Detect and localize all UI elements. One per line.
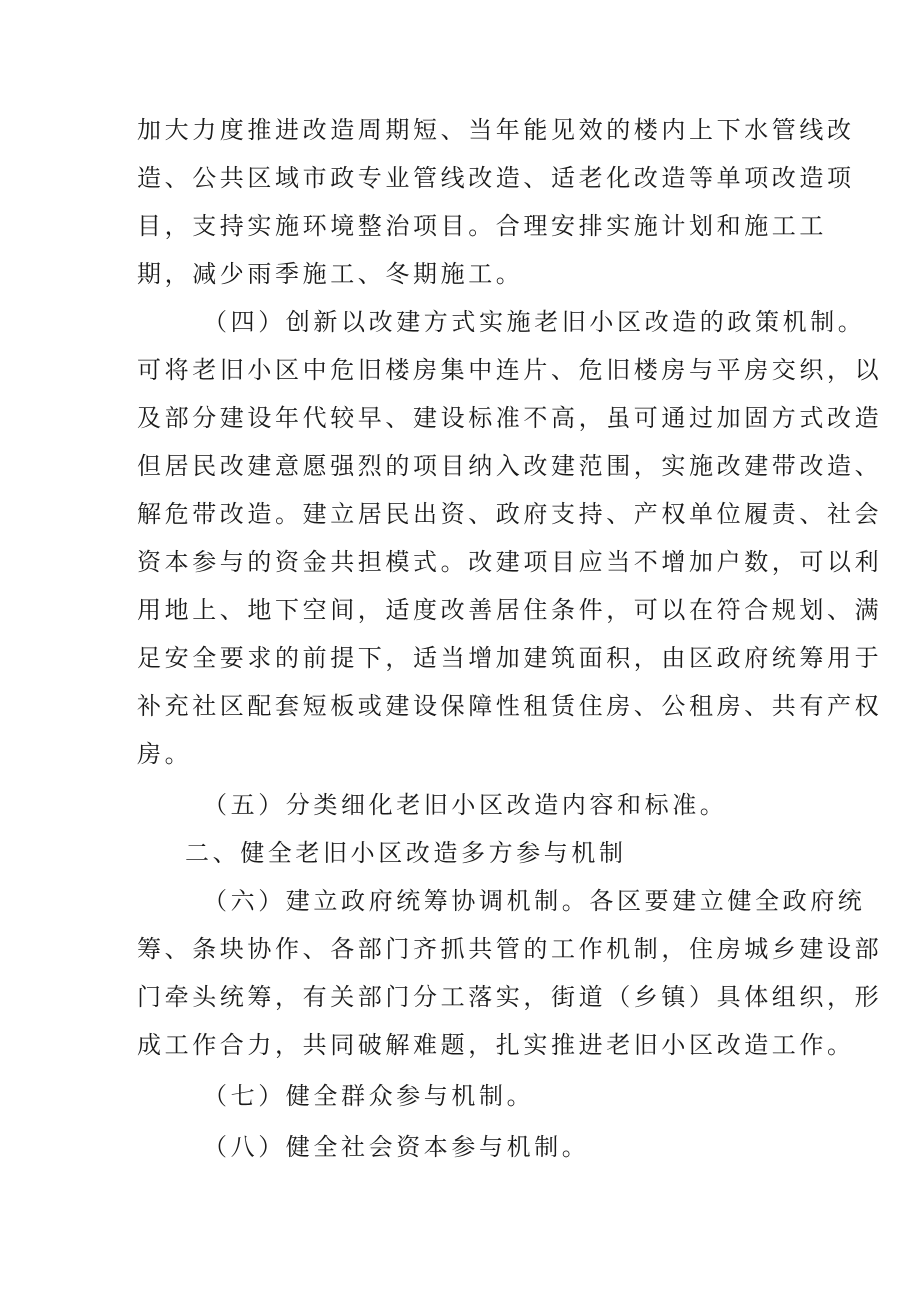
subsection-heading: （七）健全群众参与机制。 xyxy=(203,1082,535,1110)
text-line: 成工作合力，共同破解难题，扎实推进老旧小区改造工作。 xyxy=(137,1031,855,1059)
subsection-heading: （五）分类细化老旧小区改造内容和标准。 xyxy=(203,791,728,819)
text-line: 可将老旧小区中危旧楼房集中连片、危旧楼房与平房交织，以 xyxy=(137,356,883,384)
subsection-heading: （八）健全社会资本参与机制。 xyxy=(203,1133,590,1161)
text-line: 加大力度推进改造周期短、当年能见效的楼内上下水管线改 xyxy=(137,116,855,144)
text-line: 门牵头统筹，有关部门分工落实，街道（乡镇）具体组织，形 xyxy=(137,983,883,1011)
section-heading: 二、健全老旧小区改造多方参与机制 xyxy=(185,839,627,867)
text-line: 解危带改造。建立居民出资、政府支持、产权单位履责、社会 xyxy=(137,500,883,528)
text-line: 用地上、地下空间，适度改善居住条件，可以在符合规划、满 xyxy=(137,596,883,624)
subsection-heading: （六）建立政府统筹协调机制。各区要建立健全政府统 xyxy=(203,887,866,915)
subsection-heading: （四）创新以改建方式实施老旧小区改造的政策机制。 xyxy=(203,308,866,336)
text-line: 筹、条块协作、各部门齐抓共管的工作机制，住房城乡建设部 xyxy=(137,935,883,963)
text-line: 资本参与的资金共担模式。改建项目应当不增加户数，可以利 xyxy=(137,548,883,576)
text-line: 造、公共区域市政专业管线改造、适老化改造等单项改造项 xyxy=(137,164,855,192)
text-line: 房。 xyxy=(137,740,193,768)
text-line: 但居民改建意愿强烈的项目纳入改建范围，实施改建带改造、 xyxy=(137,452,883,480)
text-line: 补充社区配套短板或建设保障性租赁住房、公租房、共有产权 xyxy=(137,692,883,720)
text-line: 及部分建设年代较早、建设标准不高，虽可通过加固方式改造 xyxy=(137,404,883,432)
text-line: 目，支持实施环境整治项目。合理安排实施计划和施工工 xyxy=(137,212,827,240)
text-line: 足安全要求的前提下，适当增加建筑面积，由区政府统筹用于 xyxy=(137,644,883,672)
text-line: 期，减少雨季施工、冬期施工。 xyxy=(137,260,524,288)
